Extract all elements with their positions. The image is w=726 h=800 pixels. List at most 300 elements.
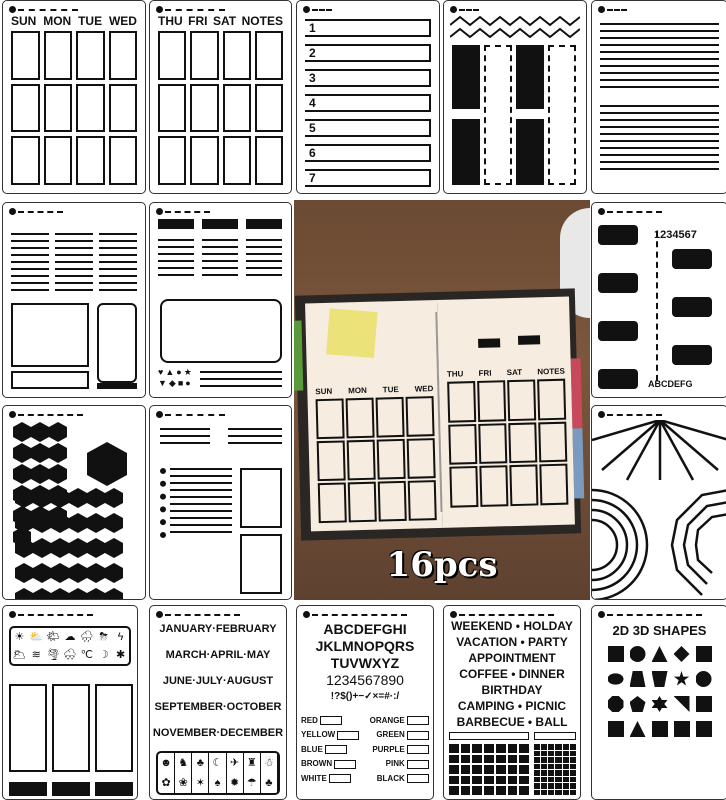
event-line: VACATION • PARTY — [456, 635, 568, 649]
shape-cutout — [674, 646, 690, 662]
shape-cutout — [696, 696, 712, 712]
dash-line — [312, 9, 332, 11]
rule-line — [55, 247, 93, 249]
holiday-icon: ✿ — [158, 773, 175, 793]
short-lines — [200, 371, 282, 392]
color-box — [407, 716, 429, 725]
alphabet-line: 1234567890 — [326, 672, 404, 688]
rule-line — [246, 239, 282, 241]
grid-cell — [346, 398, 375, 439]
pink-tab — [571, 358, 583, 428]
color-label: ORANGE — [369, 716, 405, 725]
grid-cell — [472, 765, 482, 774]
grid-cell — [538, 421, 567, 462]
rule-line — [55, 254, 93, 256]
cylinder-tab — [518, 335, 540, 345]
grid-cell — [570, 744, 576, 750]
large-hexagon — [87, 442, 127, 486]
grid-cell — [563, 744, 569, 750]
day-label: SAT — [213, 14, 237, 28]
rule-line — [246, 274, 282, 276]
rule-line — [200, 385, 282, 387]
dot-lines — [228, 428, 282, 449]
grid-cell — [484, 765, 494, 774]
color-label: BROWN — [301, 759, 333, 769]
rule-line — [170, 468, 232, 470]
grid-cell — [534, 764, 540, 770]
shape-cutout — [652, 696, 668, 712]
color-label: BLUE — [301, 744, 323, 754]
color-item — [301, 759, 356, 768]
grid-cell — [541, 770, 547, 776]
grid-cell — [316, 398, 345, 439]
rule-line — [600, 133, 719, 135]
rule-line — [600, 154, 719, 156]
grid-cell — [407, 438, 436, 479]
blue-tab — [572, 428, 584, 498]
day-label: MON — [43, 14, 72, 28]
color-item — [301, 774, 351, 783]
hexagon — [69, 588, 87, 600]
punch-hole — [9, 611, 16, 618]
product-photo — [294, 200, 590, 600]
rule-line — [228, 428, 282, 430]
hexagon — [15, 563, 33, 583]
dash-line — [459, 9, 479, 11]
rule-line — [99, 240, 137, 242]
tall-column — [95, 684, 133, 772]
grid-cell — [570, 777, 576, 783]
stencil-shapes — [591, 605, 726, 800]
rule-line — [246, 253, 282, 255]
grid-cell — [479, 466, 508, 507]
grid-cell — [109, 31, 138, 80]
rule-line — [160, 442, 210, 444]
hexagon — [69, 563, 87, 583]
rule-line — [55, 261, 93, 263]
hexagon — [13, 464, 31, 484]
grid-cell — [255, 136, 283, 185]
rule-line — [600, 126, 719, 128]
hexagon — [15, 513, 33, 533]
event-line: COFFEE • DINNER — [459, 667, 565, 681]
rule-line — [246, 267, 282, 269]
shape-cutout — [630, 671, 646, 687]
stencil-zigzag-columns — [443, 0, 587, 194]
dash-line — [312, 614, 407, 616]
weather-icon: ≋ — [31, 649, 41, 661]
shape-cutout — [608, 696, 624, 712]
ribbon — [246, 219, 282, 229]
dash-line — [18, 614, 93, 616]
rule-line — [158, 274, 194, 276]
weather-icon: ℃ — [80, 649, 94, 661]
rule-line — [160, 435, 210, 437]
dash-line — [607, 9, 627, 11]
grid-cell — [548, 744, 554, 750]
dash-line — [607, 614, 702, 616]
footer-bar — [95, 782, 133, 796]
rule-line — [55, 275, 93, 277]
stencil-numbered-list — [296, 0, 440, 194]
hexagon — [69, 488, 87, 508]
grid-cell — [478, 423, 507, 464]
rule-line — [158, 246, 194, 248]
grid-cell — [158, 84, 186, 133]
weather-icon: 🌤 — [46, 631, 61, 643]
color-row — [301, 759, 429, 768]
holiday-icon: ♣ — [192, 753, 209, 773]
holiday-icon: ☾ — [209, 753, 226, 773]
rule-line — [202, 239, 238, 241]
lined-column — [246, 239, 282, 281]
rule-line — [160, 428, 210, 430]
rule-line — [158, 260, 194, 262]
grid-cell — [190, 136, 218, 185]
grid-cell — [541, 777, 547, 783]
grid-cell — [255, 31, 283, 80]
day-label: FRI — [478, 368, 492, 378]
rule-line — [170, 489, 232, 491]
grid-cell — [534, 744, 540, 750]
grid-cell — [347, 440, 376, 481]
grid-cell — [508, 744, 518, 753]
grid-cell — [534, 757, 540, 763]
grid-cell — [508, 755, 518, 764]
weather-icon: 🌪 — [46, 649, 61, 661]
event-line: APPOINTMENT — [468, 651, 556, 665]
hexagon — [87, 563, 105, 583]
color-box — [334, 760, 356, 769]
rule-line — [99, 268, 137, 270]
grid-cell — [317, 440, 346, 481]
rule-line — [202, 267, 238, 269]
grid-cell — [76, 136, 105, 185]
grid-cell — [519, 776, 529, 785]
grid-cell — [555, 757, 561, 763]
hexagon — [15, 588, 33, 600]
box-frame — [11, 303, 89, 367]
grid-cell — [472, 786, 482, 795]
grid-cell — [548, 783, 554, 789]
rule-line — [600, 65, 719, 67]
holiday-icon: ☻ — [158, 753, 175, 773]
rule-line — [11, 275, 49, 277]
punch-hole — [598, 208, 605, 215]
grid-cell — [449, 776, 459, 785]
holiday-icon: ☃ — [261, 753, 278, 773]
grid-cell — [376, 397, 405, 438]
day-labels — [11, 14, 137, 28]
hexagon — [33, 563, 51, 583]
hexagon — [49, 464, 67, 484]
photo-calendar-grid — [447, 379, 568, 508]
grid-cell — [44, 136, 73, 185]
photo-day-labels — [447, 367, 565, 379]
grid-cell — [109, 136, 138, 185]
day-label: SUN — [315, 386, 333, 397]
punch-hole — [598, 411, 605, 418]
dash-line — [459, 614, 554, 616]
weather-icons — [9, 626, 131, 666]
cylinder-tab — [672, 249, 712, 269]
box-strip — [11, 371, 89, 389]
grid-cell — [519, 786, 529, 795]
calendar-grid — [11, 31, 137, 185]
grid-cell — [548, 777, 554, 783]
grid-cell — [223, 31, 251, 80]
dashed-column — [484, 45, 512, 185]
rule-line — [170, 531, 232, 533]
rule-line — [55, 240, 93, 242]
symbol-row: ♥▲●★ ▼◆■● — [158, 367, 194, 388]
color-label: YELLOW — [301, 730, 336, 740]
holiday-icon: ♠ — [209, 773, 226, 793]
rule-line — [99, 275, 137, 277]
color-item — [370, 716, 429, 725]
grid-cell — [541, 790, 547, 796]
stencil-events — [443, 605, 581, 800]
grid-cell — [563, 757, 569, 763]
green-tab — [294, 321, 303, 391]
rule-line — [170, 496, 232, 498]
rule-line — [158, 267, 194, 269]
day-label: TUE — [382, 385, 399, 395]
grid-cell — [484, 744, 494, 753]
hexagon — [31, 443, 49, 463]
grid-cell — [539, 464, 568, 505]
grid-cell — [541, 783, 547, 789]
grid-cell — [472, 776, 482, 785]
grid-cell — [508, 765, 518, 774]
weather-icon: 🌧 — [79, 631, 94, 643]
shapes-title: 2D 3D SHAPES — [612, 623, 707, 638]
grid-cell — [534, 790, 540, 796]
tall-column — [9, 684, 47, 772]
photo-day-labels — [315, 384, 433, 396]
color-label: PINK — [385, 759, 405, 769]
grid-cell — [563, 770, 569, 776]
lined-column — [11, 233, 49, 296]
zigzag-border — [450, 15, 580, 39]
hexagon — [105, 563, 123, 583]
rule-line — [600, 105, 719, 107]
holiday-icon: ♞ — [175, 753, 192, 773]
lined-column — [99, 233, 137, 296]
color-box — [329, 774, 351, 783]
grid-cell — [555, 744, 561, 750]
grid-cell — [449, 765, 459, 774]
grid-cell — [570, 751, 576, 757]
right-page — [437, 297, 575, 528]
weather-icon: ✱ — [115, 649, 126, 661]
stencil-hexagons — [2, 405, 146, 600]
photo-calendar-grid — [316, 396, 437, 523]
hexagon — [33, 513, 51, 533]
hexagon — [31, 422, 49, 442]
weather-icon: ϟ — [117, 631, 124, 643]
rule-line — [600, 140, 719, 142]
color-box — [407, 760, 429, 769]
numbered-row: 5 — [305, 119, 431, 137]
hexagon — [105, 538, 123, 558]
rule-line — [11, 289, 49, 291]
month-line: SEPTEMBER·OCTOBER — [154, 701, 282, 713]
header-box — [449, 732, 529, 740]
holiday-icon: ☂ — [244, 773, 261, 793]
stencil-checklist — [149, 405, 292, 600]
shape-cutout — [608, 671, 624, 687]
grid-cell — [519, 744, 529, 753]
rule-line — [170, 510, 232, 512]
rule-line — [170, 475, 232, 477]
tall-column — [52, 684, 90, 772]
stencil-lined-page — [591, 0, 726, 194]
shape-cutout — [696, 671, 712, 687]
day-label: SUN — [11, 14, 37, 28]
dash-line — [165, 614, 240, 616]
rule-line — [246, 246, 282, 248]
numbered-row: 4 — [305, 94, 431, 112]
rule-line — [600, 37, 719, 39]
grid-cell — [496, 776, 506, 785]
grid-cell — [223, 136, 251, 185]
rounded-frame — [160, 299, 282, 363]
rule-line — [99, 282, 137, 284]
rule-line — [55, 268, 93, 270]
stencil-ribbon-columns — [149, 202, 292, 398]
rule-line — [170, 517, 232, 519]
color-box — [320, 716, 342, 725]
dash-line — [18, 414, 83, 416]
holiday-icon: ✈ — [227, 753, 244, 773]
grid-cell — [44, 31, 73, 80]
grid-cell — [461, 755, 471, 764]
grid-cell — [537, 379, 566, 420]
grid-cell — [449, 744, 459, 753]
punch-hole — [9, 411, 16, 418]
rule-line — [202, 246, 238, 248]
grid-cell — [448, 424, 477, 465]
hexagon — [49, 422, 67, 442]
grid-cell — [461, 765, 471, 774]
numbered-row: 1 — [305, 19, 431, 37]
rule-line — [600, 119, 719, 121]
count-label: 16pcs — [386, 545, 498, 585]
grid-cell — [255, 84, 283, 133]
rule-line — [170, 482, 232, 484]
color-row — [301, 730, 429, 739]
color-box — [407, 774, 429, 783]
color-box — [337, 731, 359, 740]
weather-icon: ⛅ — [29, 631, 44, 643]
shape-cutout — [696, 721, 712, 737]
rule-line — [11, 233, 49, 235]
hexagon — [105, 488, 123, 508]
day-label: WED — [414, 384, 434, 394]
rule-line — [600, 23, 719, 25]
grid-cell — [496, 786, 506, 795]
color-label: WHITE — [301, 773, 327, 783]
grid-cell — [508, 786, 518, 795]
month-line: JUNE·JULY·AUGUST — [162, 675, 274, 687]
hexagon — [87, 588, 105, 600]
grid-cell — [496, 755, 506, 764]
holiday-icon: ✹ — [227, 773, 244, 793]
grid-cell — [563, 777, 569, 783]
color-item — [301, 730, 359, 739]
grid-cell — [563, 764, 569, 770]
timeline-numbers: 1234567 — [654, 229, 697, 241]
hexagon — [33, 538, 51, 558]
grid-cell — [461, 776, 471, 785]
punch-hole — [303, 6, 310, 13]
rule-line — [11, 268, 49, 270]
day-label: THU — [158, 14, 183, 28]
grid-cell — [496, 744, 506, 753]
punch-hole — [450, 611, 457, 618]
rule-line — [600, 58, 719, 60]
grid-cell — [190, 84, 218, 133]
rule-line — [11, 254, 49, 256]
banner-bar — [97, 383, 137, 389]
hexagon — [13, 443, 31, 463]
day-label: SAT — [506, 367, 523, 378]
rule-line — [200, 371, 282, 373]
footer-bar — [9, 782, 47, 796]
grid-cell — [378, 481, 407, 522]
rule-line — [600, 147, 719, 149]
small-block-grid — [534, 744, 576, 795]
rule-line — [11, 240, 49, 242]
grid-cell — [555, 790, 561, 796]
weather-icon: ☀ — [14, 631, 25, 643]
grid-cell — [541, 757, 547, 763]
numbered-row: 2 — [305, 44, 431, 62]
punch-hole — [156, 411, 163, 418]
hexagon — [69, 513, 87, 533]
hexagon — [51, 588, 69, 600]
grid-cell — [472, 755, 482, 764]
grid-cell — [519, 765, 529, 774]
alphabet-line: ABCDEFGHI — [323, 621, 407, 637]
sunburst-arcs — [592, 420, 726, 600]
color-box — [325, 745, 347, 754]
lines-top — [600, 23, 719, 93]
dash-line — [18, 211, 63, 213]
grid-cell — [555, 783, 561, 789]
grid-cell — [563, 790, 569, 796]
cylinder-tab — [598, 321, 638, 341]
grid-cell — [548, 764, 554, 770]
event-line: BIRTHDAY — [481, 683, 543, 697]
event-line: CAMPING • PICNIC — [457, 699, 567, 713]
rule-line — [158, 253, 194, 255]
hexagon — [87, 488, 105, 508]
rule-line — [600, 86, 719, 88]
weather-icon: ⛈ — [99, 631, 109, 643]
block-column — [452, 45, 480, 109]
stencil-alphabet-colors — [296, 605, 434, 800]
rule-line — [600, 112, 719, 114]
grid-cell — [541, 751, 547, 757]
weather-icon: ☽ — [98, 649, 109, 661]
header-box — [534, 732, 576, 740]
grid-cell — [534, 770, 540, 776]
rule-line — [158, 239, 194, 241]
grid-cell — [11, 31, 40, 80]
shape-cutout — [674, 696, 690, 712]
